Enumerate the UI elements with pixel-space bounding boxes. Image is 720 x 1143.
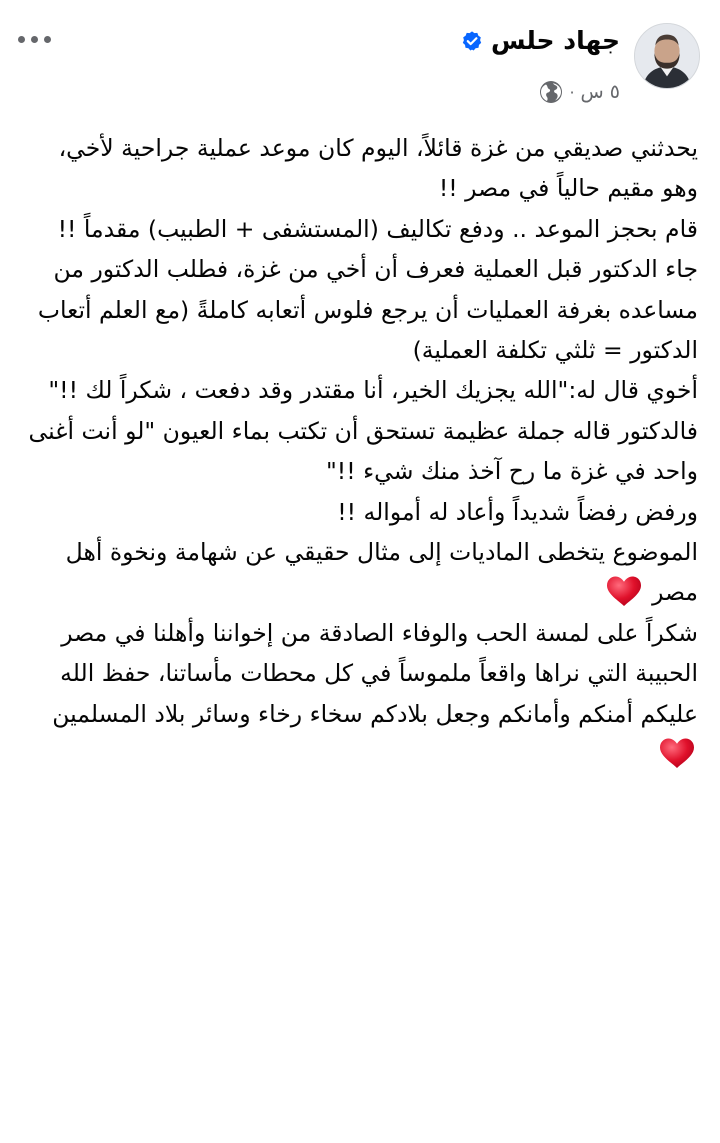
author-line — [461, 26, 620, 55]
post-paragraph: يحدثني صديقي من غزة قائلاً، اليوم كان موعد عملية جراحية لأخي، وهو مقيم حالياً في مصر !! — [58, 134, 698, 203]
meta-separator: · — [569, 82, 575, 102]
verified-badge-icon — [461, 30, 483, 52]
post-paragraph-with-heart — [22, 613, 698, 775]
more-options-button[interactable] — [18, 32, 52, 46]
red-heart-icon — [658, 737, 696, 769]
more-dot-icon — [18, 36, 25, 43]
author-name[interactable]: جهاد حلس — [490, 26, 620, 55]
globe-icon[interactable] — [539, 80, 563, 104]
post-time[interactable]: ٥ س — [580, 81, 620, 103]
post-paragraph-text: الموضوع يتخطى الماديات إلى مثال حقيقي عن شهامة ونخوة أهل مصر — [65, 538, 698, 607]
post-paragraph: جاء الدكتور قبل العملية فعرف أن أخي من غزة، فطلب الدكتور من مساعده بغرفة العمليات أن يرجع فلوس أتعابه كاملةً (مع العلم أتعاب الدكتور = ثلثي تكلفة العملية) — [37, 255, 698, 365]
post-paragraph-with-heart — [22, 532, 698, 613]
post-body — [22, 128, 698, 775]
post-paragraph: فالدكتور قاله جملة عظيمة تستحق أن تكتب بماء العيون "لو أنت أغنى واحد في غزة ما رح آخذ منك شيء !!" — [28, 416, 698, 486]
post-meta — [539, 80, 620, 104]
post-paragraph-text: شكراً على لمسة الحب والوفاء الصادقة من إخواننا وأهلنا في مصر الحبيبة التي نراها واقعاً ملموساً في كل محطات مأساتنا، حفظ الله عليكم أمنكم وأمانكم وجعل بلادكم سخاء رخاء وسائر بلاد المسلمين — [52, 618, 698, 728]
avatar-image — [635, 24, 699, 88]
post-header — [0, 20, 720, 103]
author-avatar[interactable] — [634, 23, 700, 89]
red-heart-icon — [605, 575, 643, 607]
more-dot-icon — [31, 36, 38, 43]
more-dot-icon — [44, 36, 51, 43]
post-paragraph: أخوي قال له:"الله يجزيك الخير، أنا مقتدر وقد دفعت ، شكراً لك !!" — [48, 376, 698, 405]
post-paragraph: قام بحجز الموعد .. ودفع تكاليف (المستشفى + الطبيب) مقدماً !! — [57, 214, 698, 243]
post-paragraph: ورفض رفضاً شديداً وأعاد له أمواله !! — [337, 497, 698, 526]
